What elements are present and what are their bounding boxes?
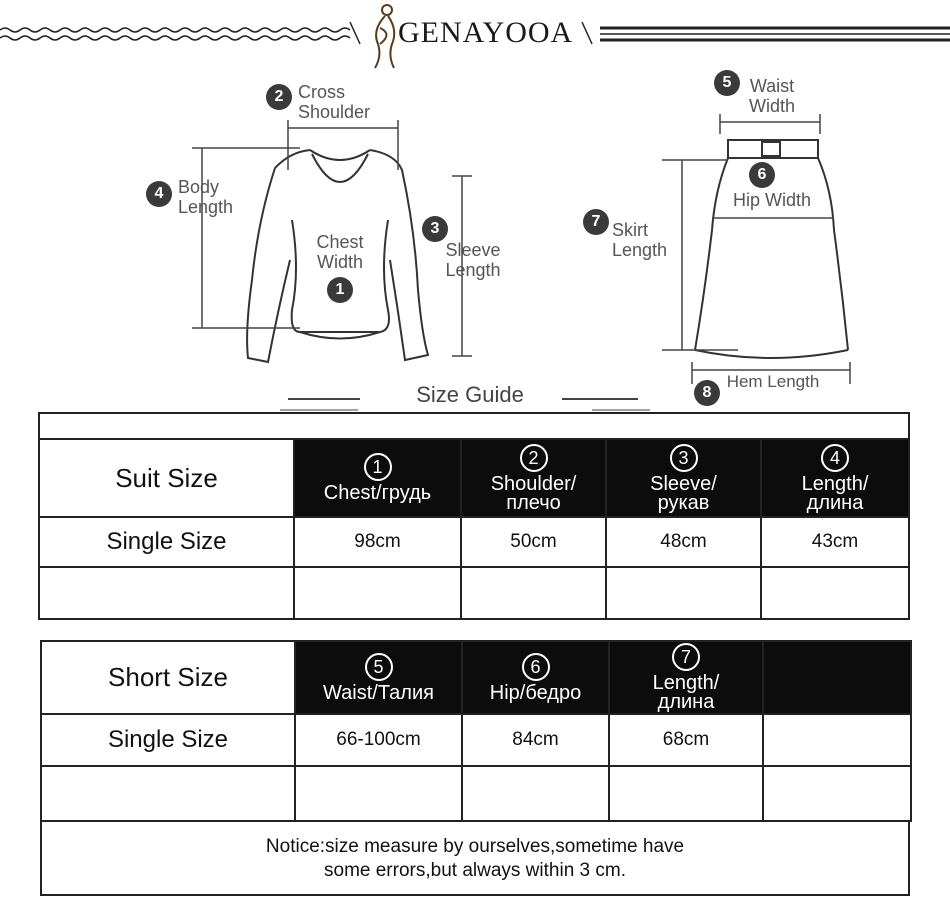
header-length: 4 Length/ длина — [761, 439, 909, 517]
shoulder-label: Cross Shoulder — [298, 82, 371, 122]
skirt-length-label: Skirt Length — [612, 220, 668, 260]
chest-width-badge: 1 — [327, 277, 353, 303]
value-length: 43cm — [761, 517, 909, 567]
chest-width-label: Chest Width — [316, 232, 364, 272]
size-guide-title: Size Guide — [416, 382, 524, 407]
header-waist: 5 Waist/Талия — [295, 641, 462, 714]
header-sleeve: 3 Sleeve/ рукав — [606, 439, 761, 517]
table-row — [39, 413, 909, 439]
hip-badge: 6 — [749, 162, 775, 188]
hem-length-badge: 8 — [694, 380, 720, 406]
table-row — [39, 567, 909, 619]
row-label: Single Size — [41, 714, 295, 766]
hem-length-label: Hem Length — [726, 372, 820, 391]
skirt-length-badge: 7 — [583, 209, 609, 235]
hip-label: Hip Width — [732, 190, 812, 210]
value-skirt-length: 68cm — [609, 714, 763, 766]
header-empty — [763, 641, 911, 714]
waist-badge: 5 — [714, 70, 740, 96]
body-length-badge: 4 — [146, 181, 172, 207]
table-row — [41, 641, 911, 714]
table-row — [41, 714, 911, 766]
sleeve-length-label: Sleeve Length — [445, 240, 501, 280]
size-notice: Notice:size measure by ourselves,sometime have some errors,but always within 3 cm. — [40, 820, 910, 896]
suit-size-table — [38, 412, 910, 620]
table-row — [39, 439, 909, 517]
logo-figure-icon — [375, 5, 394, 68]
value-chest: 98cm — [294, 517, 461, 567]
header-shoulder: 2 Shoulder/ плечо — [461, 439, 606, 517]
brand-header — [0, 0, 950, 70]
sleeve-length-badge: 3 — [422, 216, 448, 242]
header-chest: 1 Chest/грудь — [294, 439, 461, 517]
brand-name: GENAYOOA — [398, 16, 574, 49]
value-hip: 84cm — [462, 714, 609, 766]
header-hip: 6 Hip/бедро — [462, 641, 609, 714]
header-skirt-length: 7 Length/ длина — [609, 641, 763, 714]
row-label: Single Size — [39, 517, 294, 567]
value-shoulder: 50cm — [461, 517, 606, 567]
waist-label: Waist Width — [748, 76, 795, 116]
table-row — [39, 517, 909, 567]
body-length-label: Body Length — [178, 177, 234, 217]
short-size-table — [40, 640, 912, 822]
value-waist: 66-100cm — [295, 714, 462, 766]
shoulder-badge: 2 — [266, 84, 292, 110]
table-row — [41, 766, 911, 821]
value-sleeve: 48cm — [606, 517, 761, 567]
short-size-label: Short Size — [41, 641, 295, 714]
suit-size-label: Suit Size — [39, 439, 294, 517]
